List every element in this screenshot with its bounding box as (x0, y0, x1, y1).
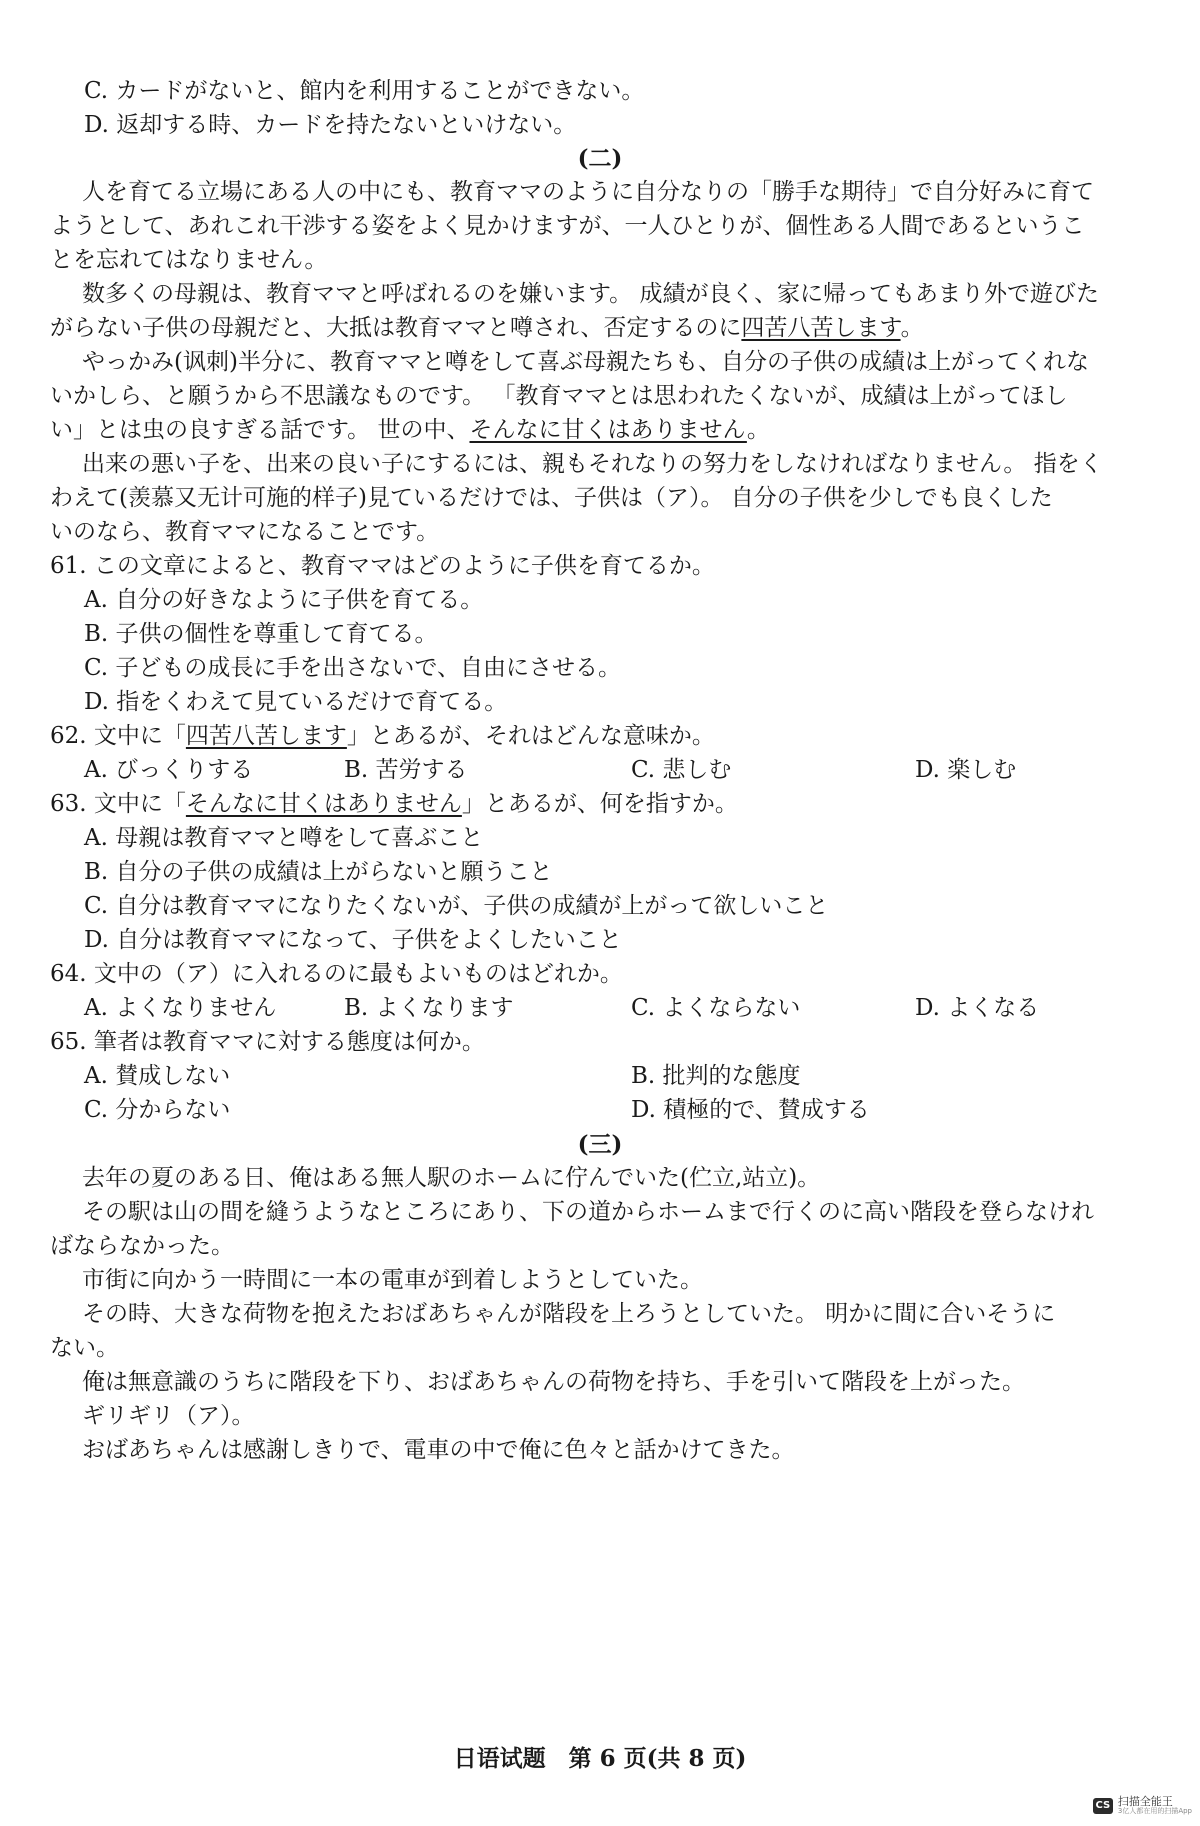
q63-option-c: C. 自分は教育ママになりたくないが、子供の成績が上がって欲しいこと (84, 893, 829, 919)
q61-option-b: B. 子供の個性を尊重して育てる。 (84, 621, 438, 647)
passage-line: いかしら、と願うから不思議なものです。 「教育ママとは思われたくないが、成績は上がってほし (50, 383, 1068, 409)
q65-option-b: B. 批判的な態度 (631, 1063, 801, 1089)
question-61: 61. この文章によると、教育ママはどのように子供を育てるか。 (50, 553, 715, 579)
passage-text: い」とは虫の良すぎる話です。 世の中、 (50, 417, 470, 443)
q61-option-c: C. 子どもの成長に手を出さないで、自由にさせる。 (84, 655, 621, 681)
passage-line: ギリギリ（ア）。 (82, 1403, 255, 1429)
passage-line: 市街に向かう一時間に一本の電車が到着しようとしていた。 (82, 1267, 703, 1293)
passage-line: おばあちゃんは感謝しきりで、電車の中で俺に色々と話かけてきた。 (82, 1437, 795, 1463)
q62-option-a: A. びっくりする (84, 757, 254, 783)
scanner-watermark (1093, 1796, 1192, 1816)
passage-line: 数多くの母親は、教育ママと呼ばれるのを嫌います。 成績が良く、家に帰ってもあまり外で遊びた (82, 281, 1100, 307)
q62-option-d: D. 楽しむ (915, 757, 1017, 783)
passage-line: とを忘れてはなりません。 (50, 247, 328, 273)
question-65: 65. 筆者は教育ママに対する態度は何か。 (50, 1029, 485, 1055)
passage-line: ようとして、あれこれ干渉する姿をよく見かけますが、一人ひとりが、個性ある人間であるというこ (50, 213, 1085, 239)
underlined-phrase: 四苦八苦します (741, 315, 901, 341)
question-62 (50, 725, 715, 748)
q64-option-b: B. よくなります (344, 995, 514, 1021)
question-63 (50, 793, 738, 816)
question-text: 」とあるが、何を指すか。 (461, 791, 738, 817)
underlined-phrase: そんなに甘くはありません (185, 791, 462, 817)
passage-line: 人を育てる立場にある人の中にも、教育ママのように自分なりの「勝手な期待」で自分好みに育て (82, 179, 1094, 205)
prev-option-c: C. カードがないと、館内を利用することができない。 (84, 78, 645, 104)
passage-line: その時、大きな荷物を抱えたおばあちゃんが階段を上ろうとしていた。 明かに間に合いそうに (82, 1301, 1056, 1327)
question-text: 62. 文中に「 (50, 723, 186, 749)
prev-option-d: D. 返却する時、カードを持たないといけない。 (84, 112, 577, 138)
passage-line: やっかみ(讽刺)半分に、教育ママと噂をして喜ぶ母親たちも、自分の子供の成績は上がってくれな (82, 349, 1089, 375)
passage-line: その駅は山の間を縫うようなところにあり、下の道からホームまで行くのに高い階段を登らなけれ (82, 1199, 1094, 1225)
passage-line: 去年の夏のある日、俺はある無人駅のホームに佇んでいた(伫立,站立)。 (82, 1165, 821, 1191)
passage-line (50, 317, 924, 340)
passage-line: いのなら、教育ママになることです。 (50, 519, 440, 545)
q62-option-b: B. 苦労する (344, 757, 468, 783)
watermark-sub: 3亿人都在用的扫描App (1117, 1807, 1192, 1816)
q61-option-a: A. 自分の好きなように子供を育てる。 (84, 587, 484, 613)
passage-line: ない。 (50, 1335, 119, 1361)
watermark-text (1118, 1796, 1192, 1816)
passage-line: 出来の悪い子を、出来の良い子にするには、親もそれなりの努力をしなければなりません。 指をく (82, 451, 1103, 477)
q63-option-d: D. 自分は教育ママになって、子供をよくしたいこと (84, 927, 622, 953)
q63-option-a: A. 母親は教育ママと噂をして喜ぶこと (84, 825, 484, 851)
q61-option-d: D. 指をくわえて見ているだけで育てる。 (84, 689, 508, 715)
passage-text: 。 (746, 417, 770, 443)
scanner-logo-icon: CS (1093, 1798, 1113, 1814)
q65-option-c: C. 分からない (84, 1097, 231, 1123)
passage-line: わえて(羡慕又无计可施的样子)見ているだけでは、子供は（ア）。 自分の子供を少しでも良くした (50, 485, 1053, 511)
passage-text: 。 (900, 315, 924, 341)
question-text: 」とあるが、それはどんな意味か。 (346, 723, 715, 749)
underlined-phrase: そんなに甘くはありません (469, 417, 747, 443)
q65-option-d: D. 積極的で、賛成する (631, 1097, 870, 1123)
q62-option-c: C. 悲しむ (631, 757, 732, 783)
q64-option-a: A. よくなりません (84, 995, 277, 1021)
question-64: 64. 文中の（ア）に入れるのに最もよいものはどれか。 (50, 961, 623, 987)
section-heading-2: (二) (577, 145, 623, 172)
question-text: 63. 文中に「 (50, 791, 186, 817)
passage-line: ばならなかった。 (50, 1233, 234, 1259)
q64-option-c: C. よくならない (631, 995, 801, 1021)
q63-option-b: B. 自分の子供の成績は上がらないと願うこと (84, 859, 553, 885)
q65-option-a: A. 賛成しない (84, 1063, 231, 1089)
underlined-phrase: 四苦八苦します (185, 723, 347, 749)
passage-text: がらない子供の母親だと、大抵は教育ママと噂され、否定するのに (50, 315, 742, 341)
passage-line: 俺は無意識のうちに階段を下り、おばあちゃんの荷物を持ち、手を引いて階段を上がった。 (82, 1369, 1025, 1395)
page-footer: 日语试题 第 6 页(共 8 页) (453, 1745, 747, 1772)
q64-option-d: D. よくなる (915, 995, 1040, 1021)
watermark-name: 扫描全能王 (1117, 1795, 1173, 1809)
passage-line (50, 419, 770, 442)
section-heading-3: (三) (577, 1131, 623, 1158)
